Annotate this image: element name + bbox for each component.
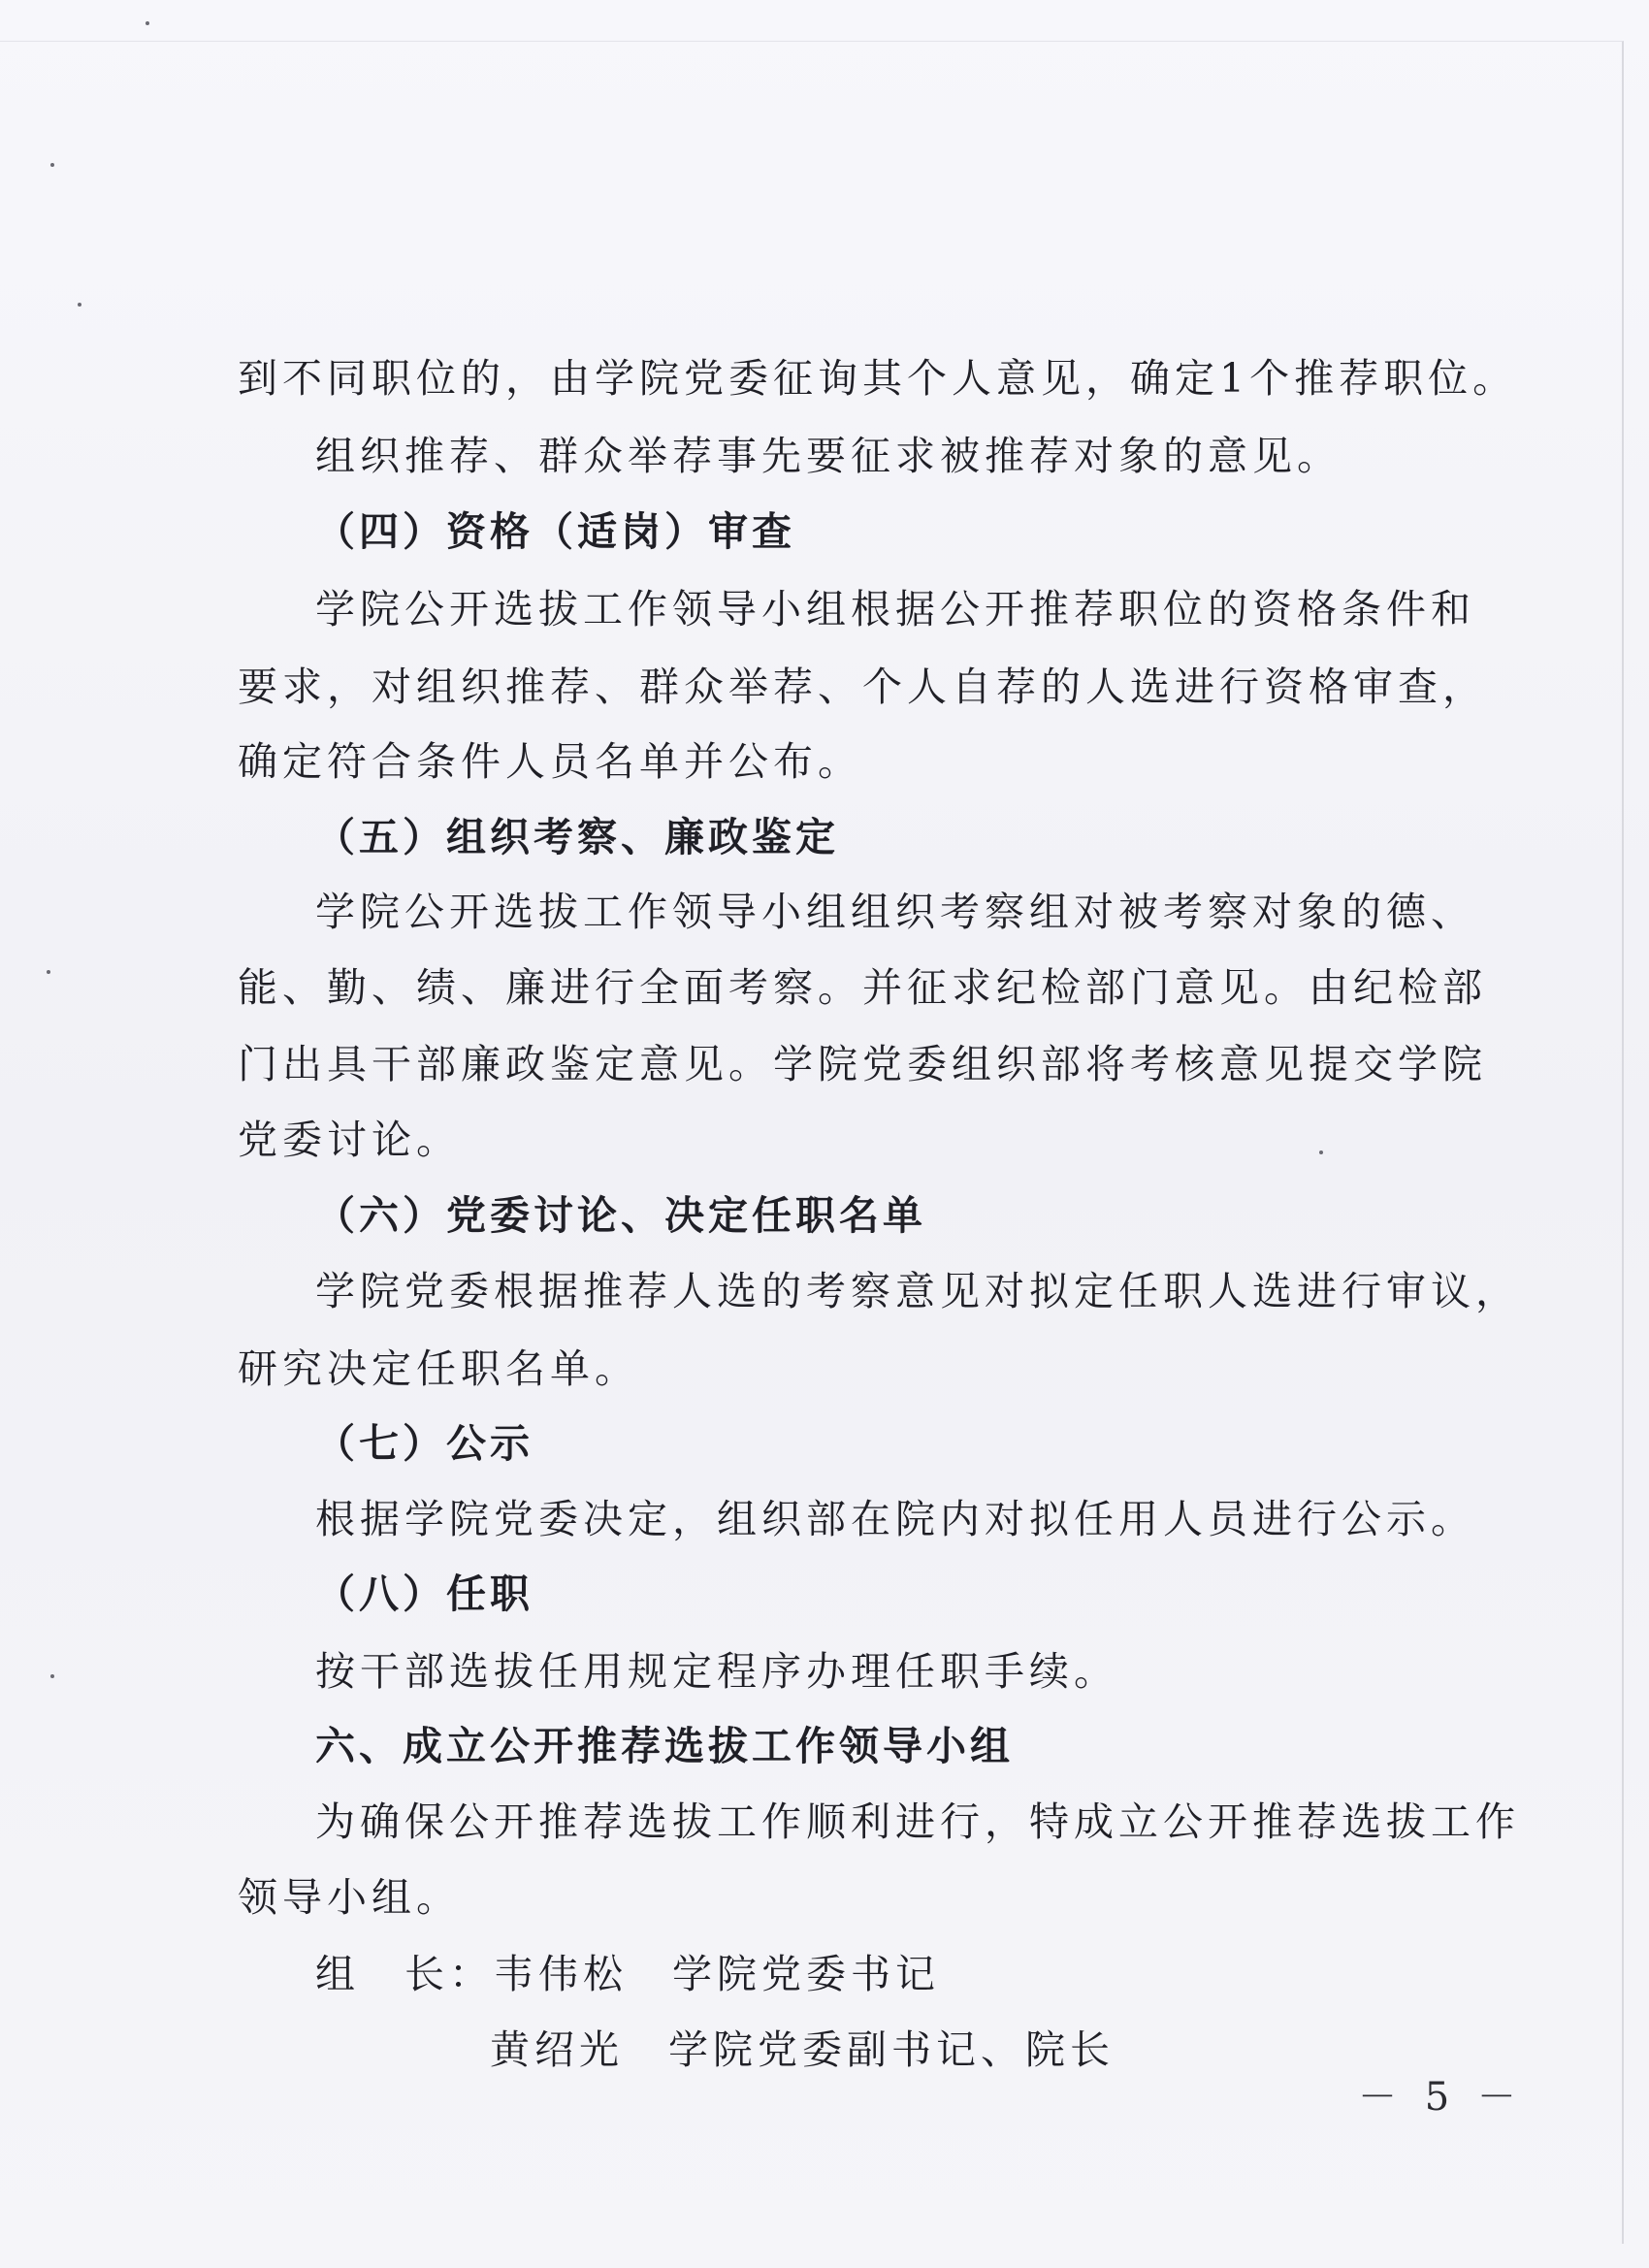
- scan-speck: [47, 970, 50, 974]
- scan-speck: [78, 303, 81, 307]
- section-heading: （四）资格（适岗）审查: [315, 508, 795, 555]
- paragraph-line: 研究决定任职名单。: [238, 1345, 639, 1392]
- page-number: － 5 －: [1358, 2075, 1524, 2120]
- scan-speck: [1319, 1150, 1323, 1154]
- paragraph-line: 按干部选拔任用规定程序办理任职手续。: [315, 1648, 1118, 1695]
- section-heading: （五）组织考察、廉政鉴定: [315, 814, 839, 860]
- paragraph-line: 确定符合条件人员名单并公布。: [238, 738, 862, 785]
- paragraph-line: 根据学院党委决定，组织部在院内对拟任用人员进行公示。: [315, 1496, 1475, 1542]
- scan-speck: [50, 1674, 54, 1678]
- paragraph-line: 能、勤、绩、廉进行全面考察。并征求纪检部门意见。由纪检部: [238, 964, 1487, 1011]
- group-leader-line: 黄绍光 学院党委副书记、院长: [490, 2026, 1115, 2073]
- paragraph-line: 组织推荐、群众举荐事先要征求被推荐对象的意见。: [315, 433, 1342, 479]
- section-heading: （六）党委讨论、决定任职名单: [315, 1192, 926, 1239]
- scan-speck: [50, 163, 54, 167]
- paragraph-line: 党委讨论。: [238, 1117, 461, 1163]
- scan-speck: [146, 21, 149, 25]
- paragraph-line: 学院公开选拔工作领导小组根据公开推荐职位的资格条件和: [315, 586, 1475, 632]
- paragraph-line: 要求，对组织推荐、群众举荐、个人自荐的人选进行资格审查，: [238, 664, 1487, 710]
- paragraph-line: 到不同职位的，由学院党委征询其个人意见，确定1个推荐职位。: [238, 355, 1518, 402]
- paragraph-line: 门出具干部廉政鉴定意见。学院党委组织部将考核意见提交学院: [238, 1041, 1487, 1087]
- group-leader-line: 组 长：韦伟松 学院党委书记: [315, 1951, 940, 1997]
- paragraph-line: 学院公开选拔工作领导小组组织考察组对被考察对象的德、: [315, 889, 1475, 935]
- section-heading: （七）公示: [315, 1420, 534, 1467]
- section-heading: （八）任职: [315, 1571, 534, 1617]
- chapter-heading: 六、成立公开推荐选拔工作领导小组: [315, 1723, 1014, 1769]
- paragraph-line: 为确保公开推荐选拔工作顺利进行，特成立公开推荐选拔工作: [315, 1798, 1520, 1845]
- paragraph-line: 领导小组。: [238, 1874, 461, 1921]
- paragraph-line: 学院党委根据推荐人选的考察意见对拟定任职人选进行审议，: [315, 1268, 1520, 1314]
